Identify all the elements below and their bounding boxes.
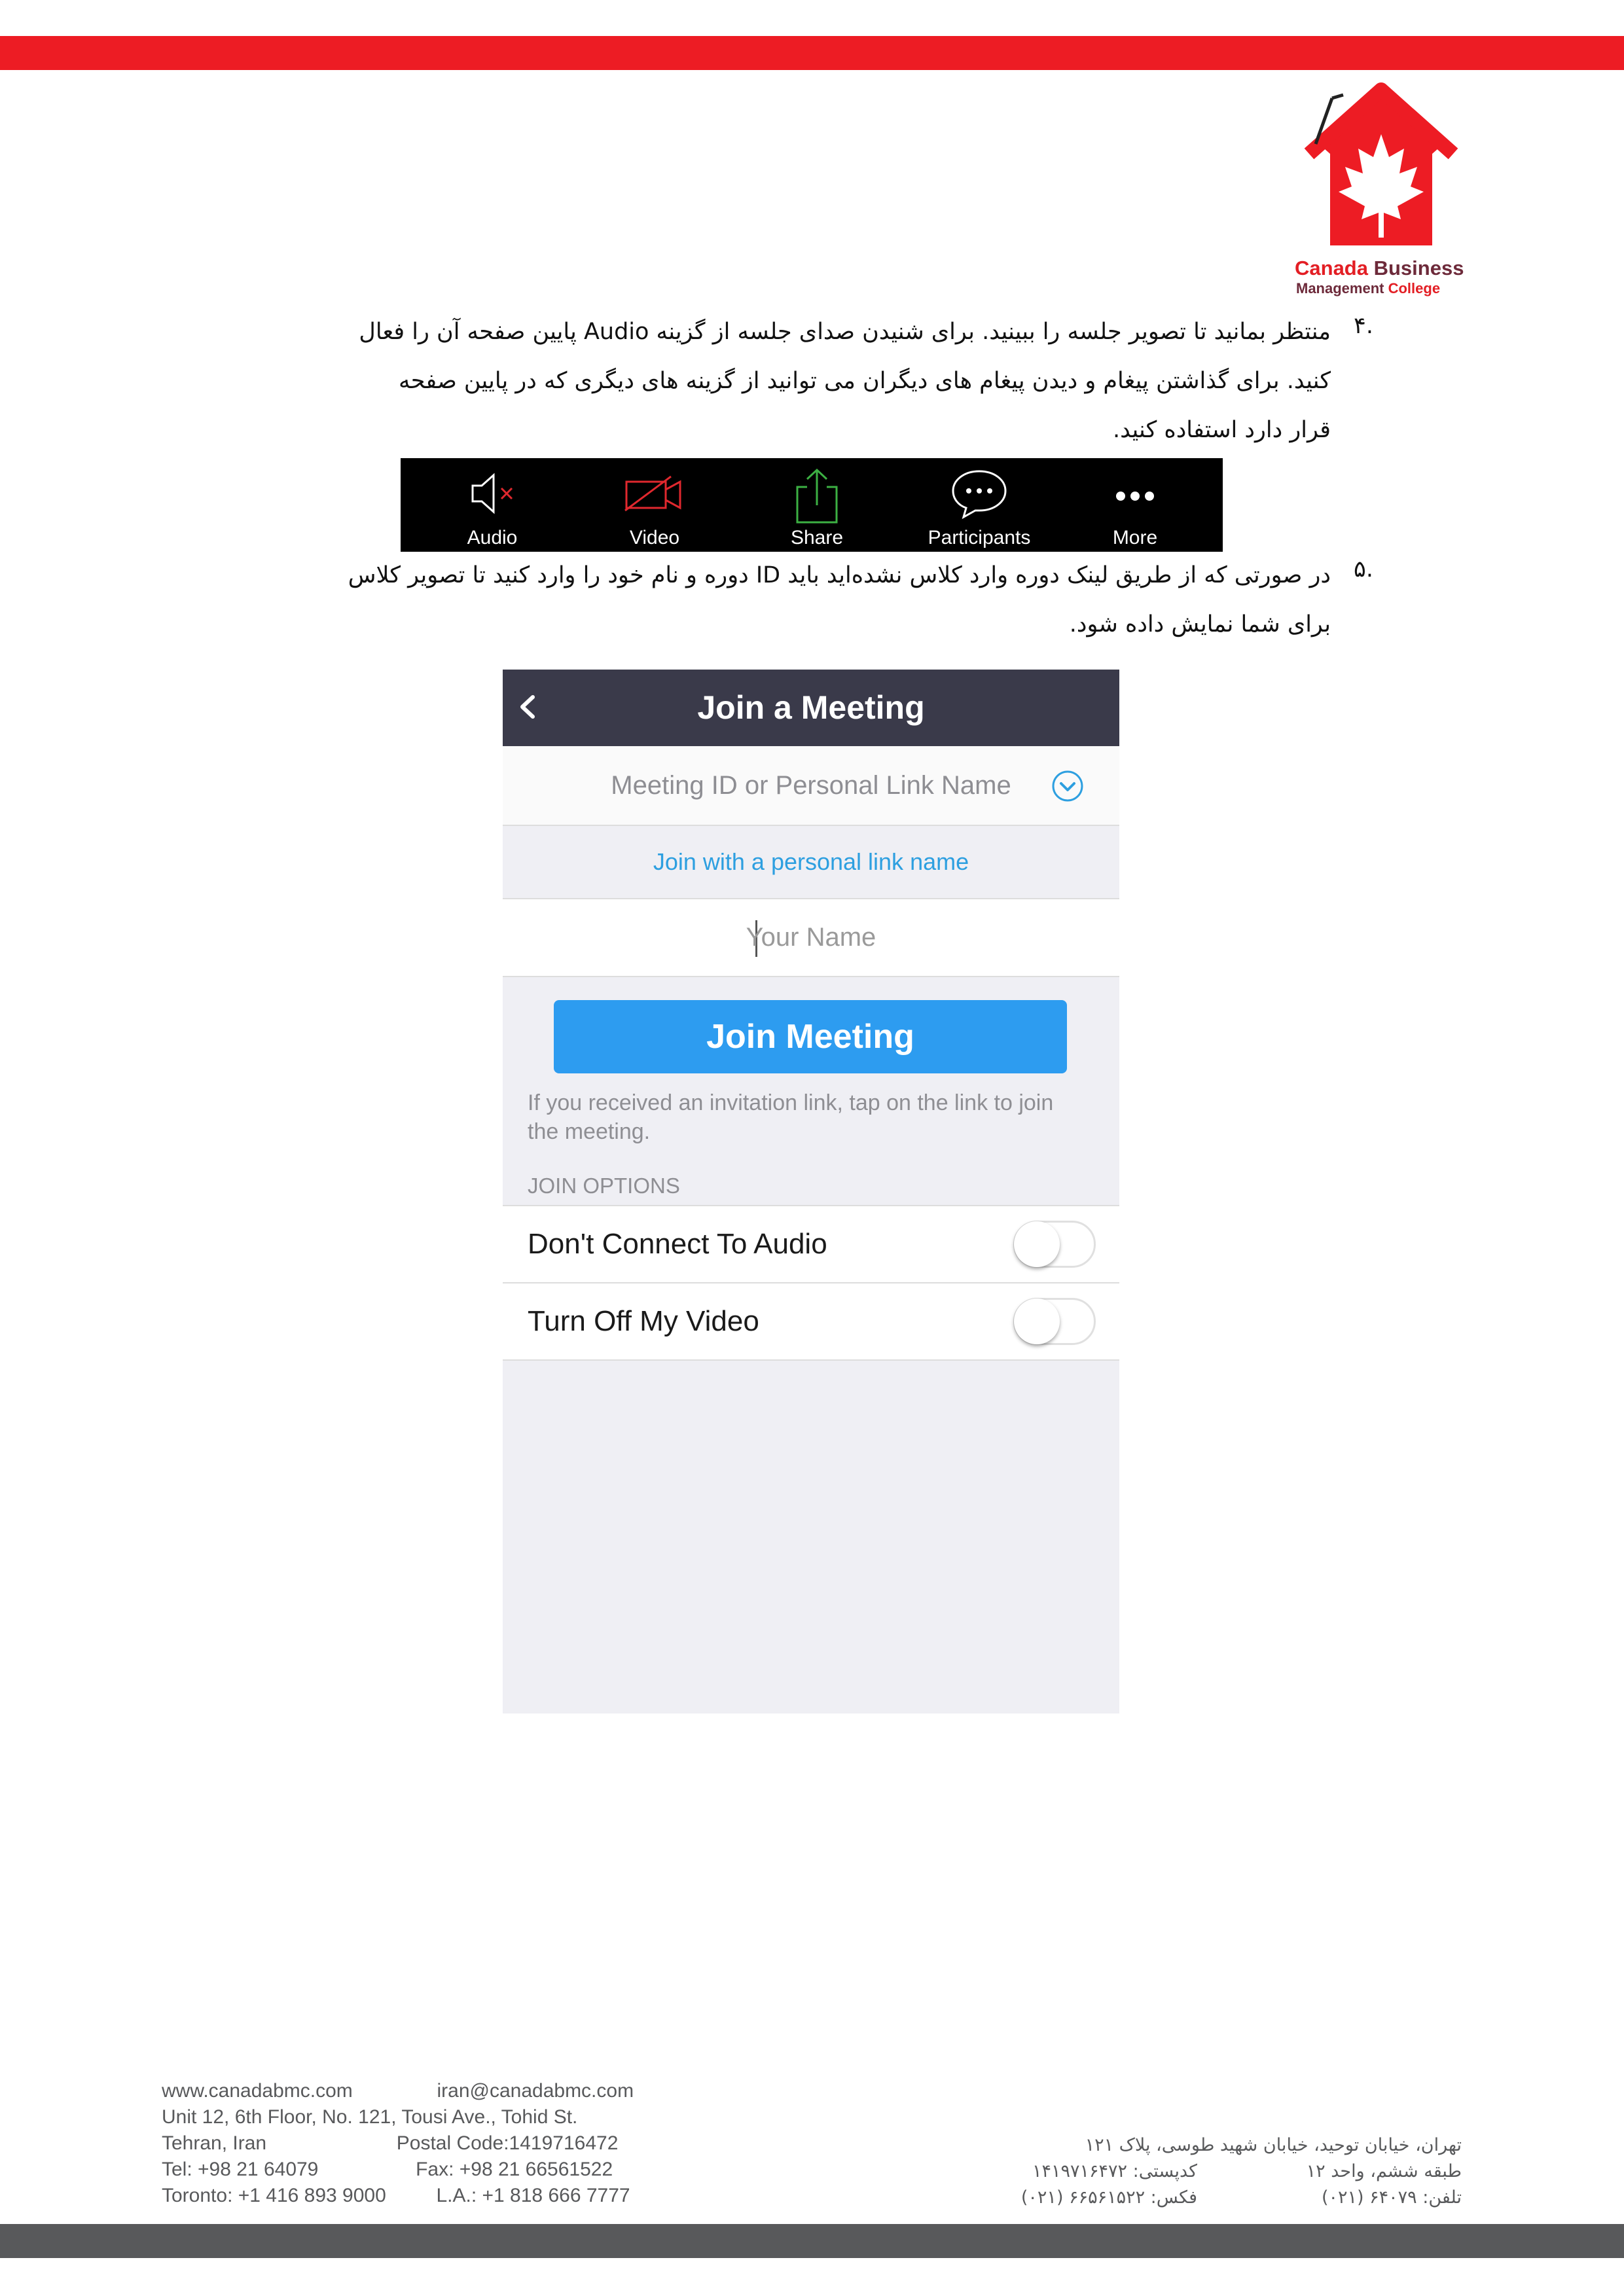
footer-address-fa: تهران، خیابان توحید، خیابان شهید طوسی، پلاک ۱۲۱ bbox=[1085, 2135, 1462, 2155]
join-meeting-button[interactable]: Join Meeting bbox=[554, 1000, 1067, 1073]
logo-college: College bbox=[1388, 280, 1441, 296]
footer-row-5 bbox=[162, 2185, 630, 2207]
toolbar-audio-label: Audio bbox=[467, 527, 518, 548]
footer-row-3 bbox=[162, 2132, 618, 2155]
join-meeting-screenshot bbox=[503, 670, 1119, 1713]
logo-line2 bbox=[1296, 280, 1440, 297]
logo-business: Business bbox=[1373, 257, 1464, 279]
chevron-down-icon[interactable] bbox=[1051, 769, 1085, 803]
toggle-knob bbox=[1014, 1221, 1060, 1267]
step-4-line-2: کنید. برای گذاشتن پیغام و دیدن پیغام های دیگران می توانید از گزینه های دیگری که در پایین صفحه bbox=[399, 368, 1331, 394]
share-icon bbox=[787, 467, 846, 526]
toolbar-video-button[interactable] bbox=[589, 458, 720, 552]
footer-city: Tehran, Iran bbox=[162, 2132, 267, 2154]
step-5-number: .۵ bbox=[1354, 556, 1373, 583]
meeting-id-input[interactable] bbox=[503, 746, 1119, 826]
step-4-text bbox=[195, 308, 1331, 455]
option-audio-label: Don't Connect To Audio bbox=[528, 1228, 827, 1260]
footer-email[interactable]: iran@canadabmc.com bbox=[437, 2080, 634, 2102]
audio-toggle[interactable] bbox=[1013, 1221, 1096, 1268]
muted-speaker-icon bbox=[460, 467, 525, 520]
footer-tel-en: Tel: +98 21 64079 bbox=[162, 2159, 319, 2180]
toolbar-more-button[interactable] bbox=[1070, 458, 1200, 552]
logo-canada: Canada bbox=[1295, 257, 1368, 279]
toolbar-audio-button[interactable] bbox=[427, 458, 558, 552]
toolbar-more-label: More bbox=[1112, 527, 1158, 548]
footer-la: L.A.: +1 818 666 7777 bbox=[436, 2185, 630, 2206]
toolbar-share-label: Share bbox=[790, 527, 844, 548]
invitation-hint: If you received an invitation link, tap on the link to join the meeting. bbox=[528, 1090, 1054, 1144]
your-name-placeholder: Your Name bbox=[746, 923, 876, 952]
step-4-number: .۴ bbox=[1354, 313, 1373, 339]
footer-gray-bar bbox=[0, 2224, 1624, 2258]
toolbar-participants-label: Participants bbox=[928, 527, 1031, 548]
chat-bubble-icon bbox=[947, 467, 1012, 520]
option-row-video[interactable] bbox=[503, 1282, 1119, 1361]
step-5-text bbox=[195, 551, 1331, 649]
more-dots-icon bbox=[1102, 467, 1168, 520]
footer-address-en: Unit 12, 6th Floor, No. 121, Tousi Ave., Tohid St. bbox=[162, 2106, 578, 2128]
footer-toronto: Toronto: +1 416 893 9000 bbox=[162, 2185, 386, 2206]
video-off-icon bbox=[619, 467, 691, 520]
video-toggle[interactable] bbox=[1013, 1298, 1096, 1345]
your-name-input[interactable] bbox=[503, 899, 1119, 977]
footer-floor-fa: طبقه ششم، واحد ۱۲ bbox=[1306, 2161, 1462, 2181]
toolbar-participants-button[interactable] bbox=[914, 458, 1045, 552]
option-video-label: Turn Off My Video bbox=[528, 1305, 759, 1337]
footer-row-1 bbox=[162, 2080, 634, 2102]
logo-line1 bbox=[1295, 257, 1464, 280]
header-red-bar bbox=[0, 36, 1624, 70]
meeting-id-placeholder: Meeting ID or Personal Link Name bbox=[611, 771, 1011, 800]
toolbar-video-label: Video bbox=[629, 527, 680, 548]
phone-title: Join a Meeting bbox=[697, 689, 925, 726]
step-4-line-1: منتظر بمانید تا تصویر جلسه را ببینید. برای شنیدن صدای جلسه از گزینه Audio پایین صفحه آن را فعال bbox=[359, 319, 1331, 345]
toggle-knob bbox=[1014, 1299, 1060, 1344]
meeting-toolbar bbox=[401, 458, 1223, 552]
footer-tel-fa: تلفن: ۶۴۰۷۹ (۰۲۱) bbox=[1321, 2187, 1462, 2208]
logo-management: Management bbox=[1296, 280, 1384, 296]
footer-row-4 bbox=[162, 2159, 613, 2181]
personal-link-button[interactable]: Join with a personal link name bbox=[503, 826, 1119, 899]
footer-fax-en: Fax: +98 21 66561522 bbox=[416, 2159, 613, 2180]
footer-website[interactable]: www.canadabmc.com bbox=[162, 2080, 353, 2102]
option-row-audio[interactable] bbox=[503, 1205, 1119, 1282]
step-4-line-3: قرار دارد استفاده کنید. bbox=[1112, 417, 1331, 443]
step-5-line-1: در صورتی که از طریق لینک دوره وارد کلاس نشده‌اید باید ID دوره و نام خود را وارد کنید تا تصویر کلاس bbox=[348, 562, 1331, 588]
phone-header bbox=[503, 670, 1119, 746]
footer-postal-en: Postal Code:1419716472 bbox=[396, 2132, 619, 2154]
step-5-line-2: برای شما نمایش داده شود. bbox=[1069, 611, 1331, 637]
join-options-header: JOIN OPTIONS bbox=[528, 1174, 680, 1198]
toolbar-share-button[interactable] bbox=[751, 458, 882, 552]
footer-fax-fa: فکس: ۶۶۵۶۱۵۲۲ (۰۲۱) bbox=[1020, 2187, 1197, 2208]
footer-postal-fa: کدپستی: ۱۴۱۹۷۱۶۴۷۲ bbox=[1032, 2161, 1197, 2181]
